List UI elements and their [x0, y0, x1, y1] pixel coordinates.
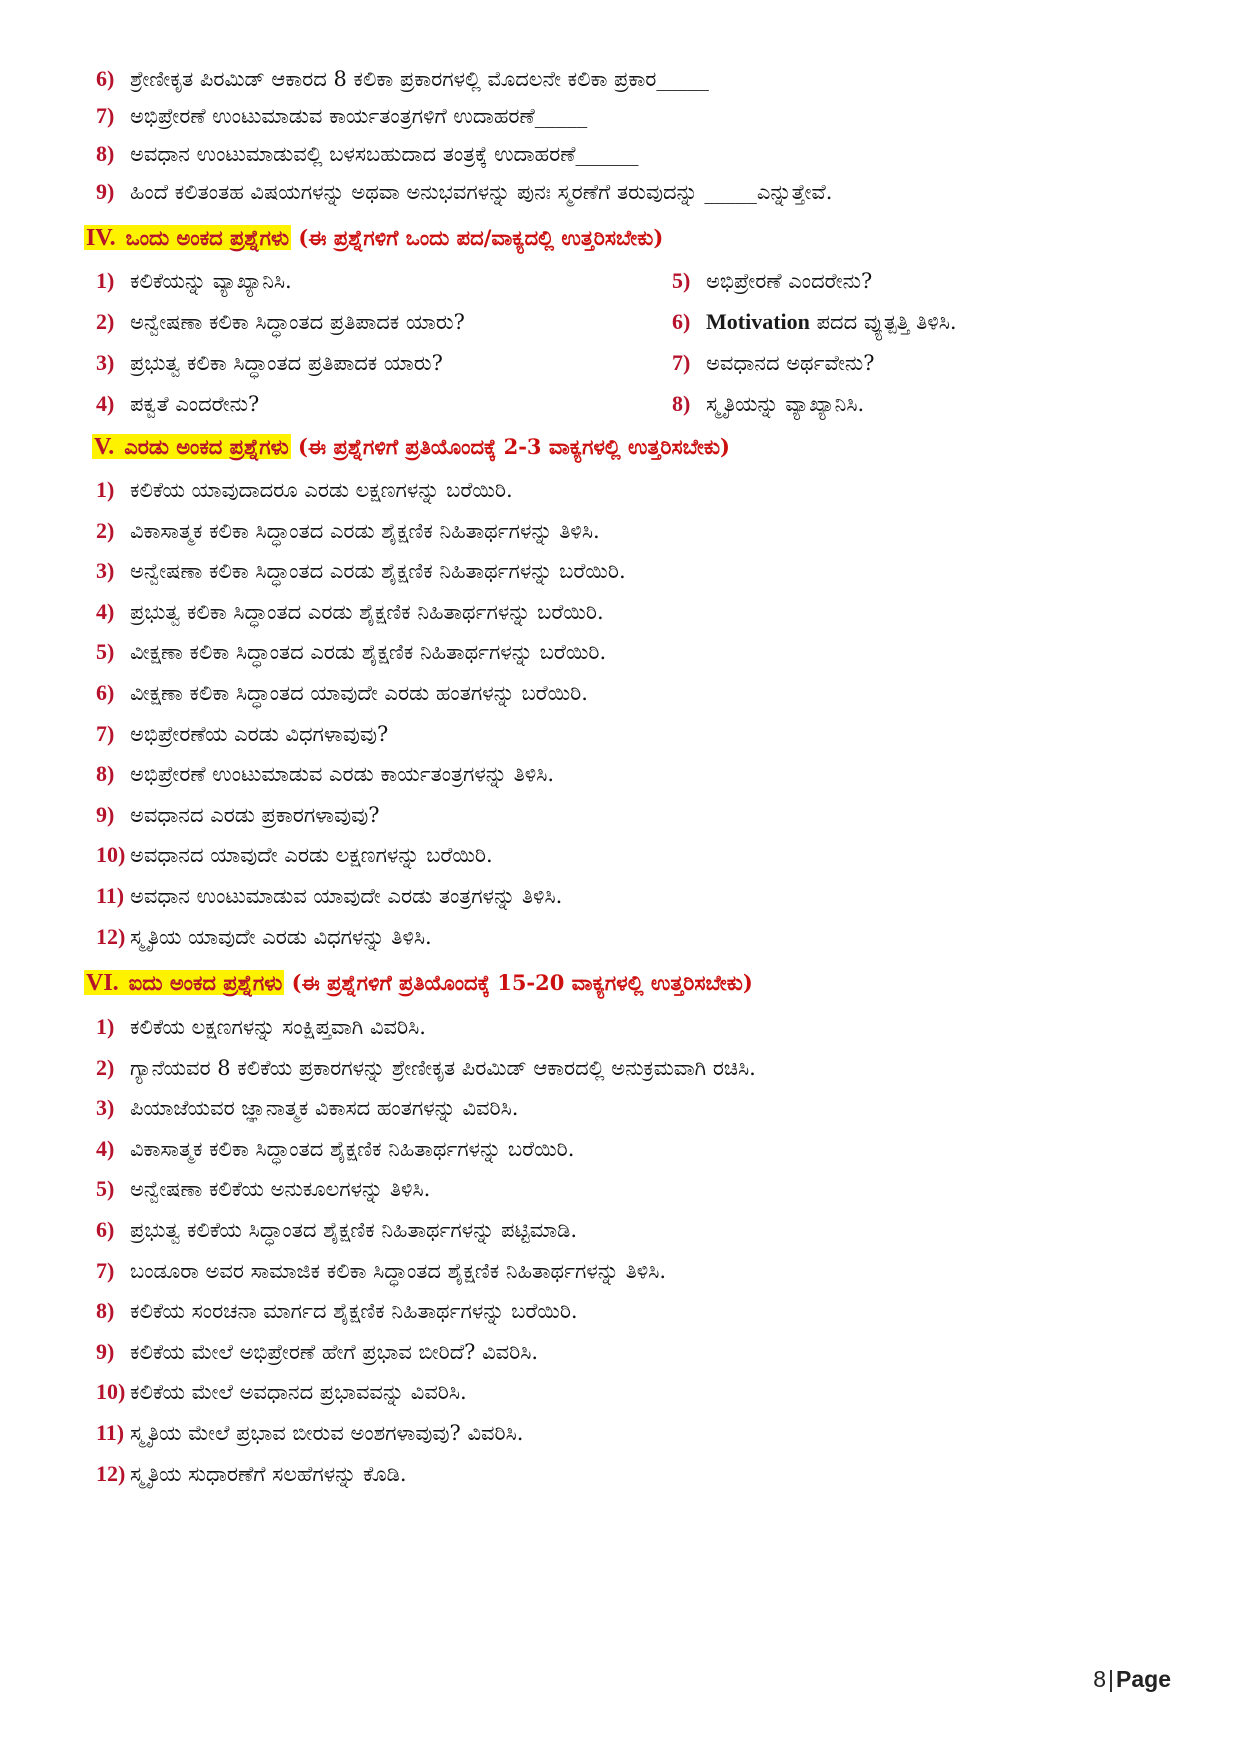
section-title: ಎರಡು ಅಂಕದ ಪ್ರಶ್ನೆಗಳು — [124, 434, 289, 459]
item-number: 7) — [96, 1257, 115, 1283]
item-text: ವೀಕ್ಷಣಾ ಕಲಿಕಾ ಸಿದ್ಧಾಂತದ ಎರಡು ಶೈಕ್ಷಣಿಕ ನಿಹಿತಾರ್ಥಗಳನ್ನು ಬರೆಯಿರಿ. — [130, 640, 607, 665]
item-number: 5) — [672, 268, 691, 293]
section-instruction: (ಈ ಪ್ರಶ್ನೆಗಳಿಗೆ ಒಂದು ಪದ/ವಾಕ್ಯದಲ್ಲಿ ಉತ್ತರಿಸಬೇಕು) — [298, 225, 664, 250]
section-title: ಒಂದು ಅಂಕದ ಪ್ರಶ್ನೆಗಳು — [125, 225, 290, 250]
item-text: ಅವಧಾನದ ಎರಡು ಪ್ರಕಾರಗಳಾವುವು? — [130, 802, 380, 827]
item-number: 1) — [96, 268, 115, 293]
item-number: 9) — [96, 801, 115, 827]
page-label: Page — [1116, 1666, 1171, 1692]
list-item — [96, 675, 588, 711]
list-item — [96, 797, 380, 833]
item-number: 2) — [96, 517, 115, 543]
item-text: ಕಲಿಕೆಯ ಲಕ್ಷಣಗಳನ್ನು ಸಂಕ್ಷಿಪ್ತವಾಗಿ ವಿವರಿಸಿ. — [130, 1015, 426, 1039]
section-heading-v — [92, 428, 730, 466]
list-item — [96, 1415, 523, 1451]
item-number: 8) — [96, 761, 115, 787]
section-heading-iv — [84, 219, 663, 257]
item-text: ಅನ್ವೇಷಣಾ ಕಲಿಕಾ ಸಿದ್ಧಾಂತದ ಪ್ರತಿಪಾದಕ ಯಾರು? — [130, 310, 465, 334]
item-text: ಸ್ಮೃತಿಯ ಮೇಲೆ ಪ್ರಭಾವ ಬೀರುವ ಅಂಶಗಳಾವುವು? ವಿವರಿಸಿ. — [130, 1421, 524, 1445]
list-item — [96, 304, 465, 340]
item-number: 7) — [672, 350, 691, 375]
section-heading-vi — [84, 964, 753, 1002]
item-number: 8) — [672, 391, 691, 416]
item-text: ಕಲಿಕೆಯನ್ನು ವ್ಯಾಖ್ಯಾನಿಸಿ. — [130, 269, 292, 293]
item-text: ಗ್ಯಾನೆಯವರ 8 ಕಲಿಕೆಯ ಪ್ರಕಾರಗಳನ್ನು ಶ್ರೇಣೀಕೃತ ಪಿರಮಿಡ್ ಆಕಾರದಲ್ಲಿ ಅನುಕ್ರಮವಾಗಿ ರಚಿಸಿ. — [130, 1055, 756, 1080]
item-number: 3) — [96, 1095, 115, 1121]
item-text: ಬಂಡೂರಾ ಅವರ ಸಾಮಾಜಿಕ ಕಲಿಕಾ ಸಿದ್ಧಾಂತದ ಶೈಕ್ಷಣಿಕ ನಿಹಿತಾರ್ಥಗಳನ್ನು ತಿಳಿಸಿ. — [130, 1258, 667, 1283]
item-text: ಪ್ರಭುತ್ವ ಕಲಿಕೆಯ ಸಿದ್ಧಾಂತದ ಶೈಕ್ಷಣಿಕ ನಿಹಿತಾರ್ಥಗಳನ್ನು ಪಟ್ಟಿಮಾಡಿ. — [130, 1218, 578, 1242]
item-number: 3) — [96, 558, 115, 584]
list-item — [96, 837, 493, 873]
item-text: ಅಭಿಪ್ರೇರಣೆ ಉಂಟುಮಾಡುವ ಎರಡು ಕಾರ್ಯತಂತ್ರಗಳನ್ನು ತಿಳಿಸಿ. — [130, 762, 555, 787]
list-item — [96, 756, 554, 792]
list-item — [96, 1009, 426, 1045]
item-text: ಅಭಿಪ್ರೇರಣೆಯ ಎರಡು ವಿಧಗಳಾವುವು? — [130, 721, 389, 746]
item-text: ಹಿಂದೆ ಕಲಿತಂತಹ ವಿಷಯಗಳನ್ನು ಅಥವಾ ಅನುಭವಗಳನ್ನು ಪುನಃ ಸ್ಮರಣೆಗೆ ತರುವುದನ್ನು _____ಎನ್ನುತ್ತೇವೆ. — [130, 180, 833, 204]
item-number: 7) — [96, 103, 115, 128]
item-number: 9) — [96, 1338, 115, 1364]
item-number: 6) — [96, 680, 115, 705]
item-text: ಅಭಿಪ್ರೇರಣೆ ಉಂಟುಮಾಡುವ ಕಾರ್ಯತಂತ್ರಗಳಿಗೆ ಉದಾಹರಣೆ_____ — [130, 104, 588, 128]
item-text: ಪಿಯಾಜೆಯವರ ಜ್ಞಾನಾತ್ಮಕ ವಿಕಾಸದ ಹಂತಗಳನ್ನು ವಿವರಿಸಿ. — [130, 1096, 519, 1121]
list-item — [96, 594, 604, 630]
item-number: 11) — [96, 1420, 125, 1445]
item-number: 12) — [96, 1460, 126, 1486]
roman-numeral: IV. — [86, 225, 116, 251]
item-number: 5) — [96, 639, 115, 665]
item-text: ಅವಧಾನ ಉಂಟುಮಾಡುವಲ್ಲಿ ಬಳಸಬಹುದಾದ ತಂತ್ರಕ್ಕೆ ಉದಾಹರಣೆ______ — [130, 142, 639, 166]
list-item — [96, 1212, 577, 1248]
item-number: 3) — [96, 350, 115, 375]
item-number: 1) — [96, 477, 115, 502]
list-item — [96, 716, 388, 752]
item-number: 6) — [672, 309, 691, 334]
item-text: ಅವಧಾನ ಉಂಟುಮಾಡುವ ಯಾವುದೇ ಎರಡು ತಂತ್ರಗಳನ್ನು ತಿಳಿಸಿ. — [130, 884, 563, 908]
list-item — [96, 174, 832, 210]
item-text: ಪದದ ವ್ಯುತ್ಪತ್ತಿ ತಿಳಿಸಿ. — [809, 310, 957, 334]
list-item — [96, 1131, 574, 1167]
item-text: ಕಲಿಕೆಯ ಮೇಲೆ ಅಭಿಪ್ರೇರಣೆ ಹೇಗೆ ಪ್ರಭಾವ ಬೀರಿದೆ? ವಿವರಿಸಿ. — [130, 1339, 539, 1364]
list-item — [96, 61, 709, 97]
item-number: 4) — [96, 1135, 115, 1161]
heading-highlight — [84, 225, 291, 250]
section-instruction: (ಈ ಪ್ರಶ್ನೆಗಳಿಗೆ ಪ್ರತಿಯೊಂದಕ್ಕೆ 2-3 ವಾಕ್ಯಗಳಲ್ಲಿ ಉತ್ತರಿಸಬೇಕು) — [298, 434, 730, 459]
item-number: 10) — [96, 842, 126, 868]
item-number: 6) — [96, 1217, 115, 1242]
list-item — [96, 263, 292, 299]
list-item — [96, 345, 443, 381]
list-item — [96, 1374, 467, 1410]
item-text: ಪ್ರಭುತ್ವ ಕಲಿಕಾ ಸಿದ್ಧಾಂತದ ಎರಡು ಶೈಕ್ಷಣಿಕ ನಿಹಿತಾರ್ಥಗಳನ್ನು ಬರೆಯಿರಿ. — [130, 599, 604, 624]
item-text: ಕಲಿಕೆಯ ಯಾವುದಾದರೂ ಎರಡು ಲಕ್ಷಣಗಳನ್ನು ಬರೆಯಿರಿ. — [130, 478, 513, 502]
section-instruction: (ಈ ಪ್ರಶ್ನೆಗಳಿಗೆ ಪ್ರತಿಯೊಂದಕ್ಕೆ 15-20 ವಾಕ್ಯಗಳಲ್ಲಿ ಉತ್ತರಿಸಬೇಕು) — [291, 970, 753, 995]
list-item — [96, 386, 259, 422]
roman-numeral: VI. — [86, 970, 119, 996]
list-item — [96, 1090, 518, 1126]
item-text: ಅವಧಾನದ ಅರ್ಥವೇನು? — [706, 351, 875, 375]
item-number: 6) — [96, 66, 115, 91]
item-number: 2) — [96, 1054, 115, 1080]
list-item — [96, 1050, 756, 1086]
item-text: ಅನ್ವೇಷಣಾ ಕಲಿಕೆಯ ಅನುಕೂಲಗಳನ್ನು ತಿಳಿಸಿ. — [130, 1177, 431, 1202]
item-number: 1) — [96, 1014, 115, 1039]
item-number: 5) — [96, 1176, 115, 1202]
list-item — [96, 878, 562, 914]
item-text: ಅನ್ವೇಷಣಾ ಕಲಿಕಾ ಸಿದ್ಧಾಂತದ ಎರಡು ಶೈಕ್ಷಣಿಕ ನಿಹಿತಾರ್ಥಗಳನ್ನು ಬರೆಯಿರಿ. — [130, 559, 626, 584]
list-item — [672, 304, 957, 340]
item-text: ಪಕ್ವತೆ ಎಂದರೇನು? — [130, 392, 260, 416]
item-number: 9) — [96, 179, 115, 204]
list-item — [96, 136, 638, 172]
list-item — [96, 513, 600, 549]
item-number: 10) — [96, 1379, 126, 1405]
page-number: 8 — [1093, 1666, 1107, 1692]
list-item — [96, 1456, 407, 1492]
item-text: ವಿಕಾಸಾತ್ಮಕ ಕಲಿಕಾ ಸಿದ್ಧಾಂತದ ಎರಡು ಶೈಕ್ಷಣಿಕ ನಿಹಿತಾರ್ಥಗಳನ್ನು ತಿಳಿಸಿ. — [130, 518, 600, 543]
heading-highlight — [92, 434, 291, 459]
list-item — [96, 1253, 666, 1289]
item-text: ಕಲಿಕೆಯ ಮೇಲೆ ಅವಧಾನದ ಪ್ರಭಾವವನ್ನು ವಿವರಿಸಿ. — [130, 1380, 467, 1405]
item-text: ಕಲಿಕೆಯ ಸಂರಚನಾ ಮಾರ್ಗದ ಶೈಕ್ಷಣಿಕ ನಿಹಿತಾರ್ಥಗಳನ್ನು ಬರೆಯಿರಿ. — [130, 1299, 578, 1324]
item-english-word: Motivation — [706, 309, 810, 334]
item-text: ಅಭಿಪ್ರೇರಣೆ ಎಂದರೇನು? — [706, 269, 873, 293]
item-number: 8) — [96, 141, 115, 166]
item-number: 4) — [96, 391, 115, 416]
list-item — [672, 386, 864, 422]
list-item — [96, 472, 513, 508]
item-number: 4) — [96, 598, 115, 624]
item-text: ವಿಕಾಸಾತ್ಮಕ ಕಲಿಕಾ ಸಿದ್ಧಾಂತದ ಶೈಕ್ಷಣಿಕ ನಿಹಿತಾರ್ಥಗಳನ್ನು ಬರೆಯಿರಿ. — [130, 1136, 575, 1161]
item-number: 7) — [96, 720, 115, 746]
list-item — [96, 1171, 430, 1207]
page-footer — [1093, 1664, 1171, 1694]
list-item — [672, 345, 874, 381]
item-text: ಅವಧಾನದ ಯಾವುದೇ ಎರಡು ಲಕ್ಷಣಗಳನ್ನು ಬರೆಯಿರಿ. — [130, 843, 493, 868]
item-text: ಸ್ಮೃತಿಯನ್ನು ವ್ಯಾಖ್ಯಾನಿಸಿ. — [706, 392, 865, 416]
list-item — [96, 98, 587, 134]
item-number: 11) — [96, 883, 125, 908]
item-number: 2) — [96, 309, 115, 334]
list-item — [96, 634, 606, 670]
heading-highlight — [84, 970, 284, 995]
item-text: ಶ್ರೇಣೀಕೃತ ಪಿರಮಿಡ್ ಆಕಾರದ 8 ಕಲಿಕಾ ಪ್ರಕಾರಗಳಲ್ಲಿ ಮೊದಲನೇ ಕಲಿಕಾ ಪ್ರಕಾರ_____ — [130, 67, 709, 91]
item-text: ಸ್ಮೃತಿಯ ಸುಧಾರಣೆಗೆ ಸಲಹೆಗಳನ್ನು ಕೊಡಿ. — [130, 1461, 407, 1486]
item-text: ಪ್ರಭುತ್ವ ಕಲಿಕಾ ಸಿದ್ಧಾಂತದ ಪ್ರತಿಪಾದಕ ಯಾರು? — [130, 351, 443, 375]
list-item — [96, 1334, 538, 1370]
item-text: ಸ್ಮೃತಿಯ ಯಾವುದೇ ಎರಡು ವಿಧಗಳನ್ನು ತಿಳಿಸಿ. — [130, 924, 432, 949]
list-item — [96, 919, 432, 955]
item-text: ವೀಕ್ಷಣಾ ಕಲಿಕಾ ಸಿದ್ಧಾಂತದ ಯಾವುದೇ ಎರಡು ಹಂತಗಳನ್ನು ಬರೆಯಿರಿ. — [130, 681, 588, 705]
list-item — [96, 553, 626, 589]
section-title: ಐದು ಅಂಕದ ಪ್ರಶ್ನೆಗಳು — [128, 970, 283, 995]
roman-numeral: V. — [94, 434, 115, 460]
list-item — [672, 263, 872, 299]
item-number: 8) — [96, 1298, 115, 1324]
item-number: 12) — [96, 923, 126, 949]
page-separator: | — [1108, 1666, 1115, 1692]
list-item — [96, 1293, 578, 1329]
